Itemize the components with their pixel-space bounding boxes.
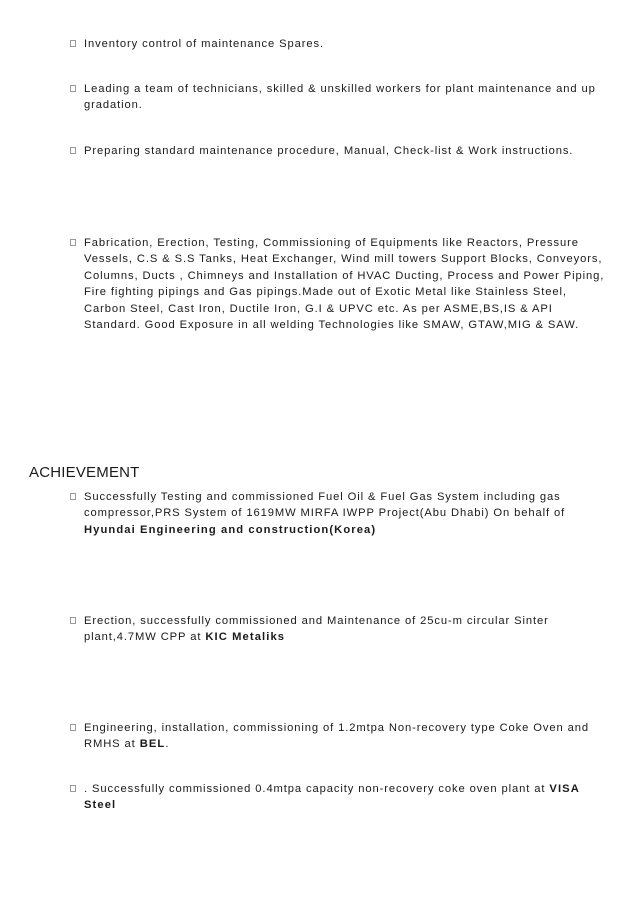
bullet-icon <box>70 239 76 246</box>
achievement-item-text: Engineering, installation, commissioning of 1.2mtpa Non-recovery type Coke Oven and RMHS at BEL. <box>84 722 590 751</box>
list-item-text: Leading a team of technicians, skilled & unskilled workers for plant maintenance and up gradation. <box>84 83 596 112</box>
list-item-text: Preparing standard maintenance procedure, Manual, Check-list & Work instructions. <box>84 145 574 157</box>
list-item-text: Inventory control of maintenance Spares. <box>84 38 324 50</box>
bullet-icon <box>70 147 76 154</box>
list-item-procedures <box>70 143 610 159</box>
list-item-inventory <box>70 36 610 52</box>
bullet-icon <box>70 785 76 792</box>
achievement-item-mirfa <box>70 489 610 538</box>
achievement-item-bold: VISA Steel <box>84 783 580 812</box>
achievement-item-text: . Successfully commissioned 0.4mtpa capacity non-recovery coke oven plant at VISA Steel <box>84 783 580 812</box>
achievement-item-visa <box>70 781 610 814</box>
achievement-item-text: Successfully Testing and commissioned Fuel Oil & Fuel Gas System including gas compressor,PRS System of 1619MW MIRFA IWPP Project(Abu Dhabi) On behalf of Hyundai Engineering and construction(Korea) <box>84 491 566 536</box>
bullet-icon <box>70 40 76 47</box>
list-item-fabrication <box>70 235 610 333</box>
section-heading-achievement: ACHIEVEMENT <box>29 464 140 481</box>
bullet-icon <box>70 85 76 92</box>
achievement-item-bold: BEL <box>139 738 166 751</box>
achievement-item-bel <box>70 720 610 753</box>
list-item-leading-team <box>70 81 610 114</box>
bullet-icon <box>70 493 76 500</box>
bullet-icon <box>70 617 76 624</box>
achievement-item-kic <box>70 613 610 646</box>
achievement-item-bold: Hyundai Engineering and construction(Korea) <box>84 523 377 536</box>
bullet-icon <box>70 724 76 731</box>
achievement-item-bold: KIC Metaliks <box>205 631 286 644</box>
list-item-text: Fabrication, Erection, Testing, Commissioning of Equipments like Reactors, Pressure Vessels, C.S & S.S Tanks, Heat Exchanger, Wind mill towers Support Blocks, Conveyors, Columns, Ducts , Chimneys and Installation of HVAC Ducting, Process and Power Piping, Fire fighting pipings and Gas pipings.Made out of Exotic Metal like Stainless Steel, Carbon Steel, Cast Iron, Ductile Iron, G.I & UPVC etc. As per ASME,BS,IS & API Standard. Good Exposure in all welding Technologies like SMAW, GTAW,MIG & SAW. <box>84 237 605 332</box>
achievement-item-text: Erection, successfully commissioned and Maintenance of 25cu-m circular Sinter plant,4.7MW CPP at KIC Metaliks <box>84 615 549 644</box>
